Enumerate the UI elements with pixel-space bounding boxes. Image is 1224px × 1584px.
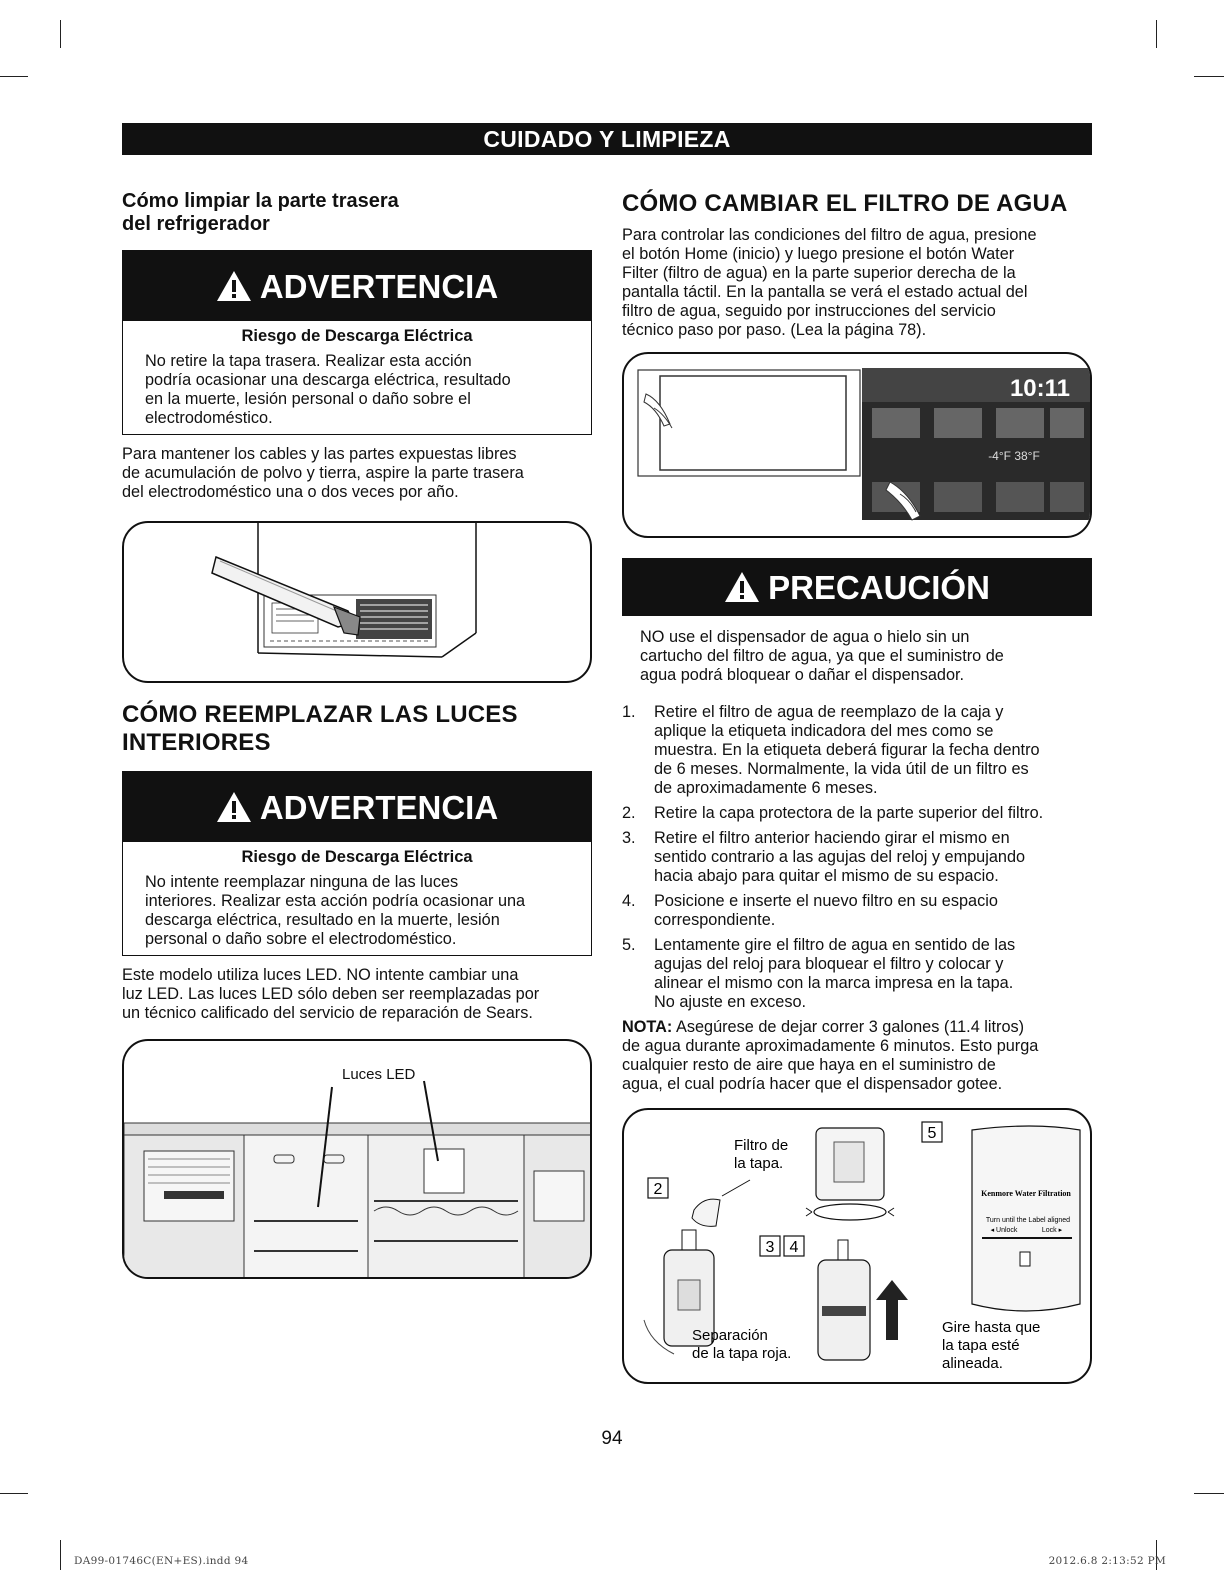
para-line: filtro de agua, seguido por instrucciones del servicio [622, 302, 996, 320]
step-line: aplique la etiqueta indicadora del mes como se [654, 722, 994, 740]
step-item [622, 892, 1092, 930]
touchscreen-illustration [624, 354, 1092, 538]
step-badge-3: 3 [765, 1239, 775, 1256]
note-label: NOTA: [622, 1018, 673, 1036]
para-line: luz LED. Las luces LED sólo deben ser reemplazadas por [122, 985, 540, 1003]
caution-triangle-icon [724, 571, 760, 603]
crop-mark [60, 20, 61, 48]
para-line: del electrodoméstico una o dos veces por año. [122, 483, 459, 501]
lock-label: Lock ▸ [1041, 1227, 1063, 1234]
para-line: un técnico calificado del servicio de reparación de Sears. [122, 1004, 533, 1022]
kenmore-label: Kenmore Water Filtration [981, 1189, 1071, 1198]
warning-line: personal o daño sobre el electrodoméstico. [145, 930, 457, 948]
caution-body [622, 616, 1092, 685]
left-column [122, 190, 592, 1279]
warning-line: No intente reemplazar ninguna de las luces [145, 873, 459, 891]
caution-line: agua podrá bloquear o dañar el dispensador. [640, 666, 965, 684]
warning-line: interiores. Realizar esta acción podría ocasionar una [145, 892, 526, 910]
para-line: el botón Home (inicio) y luego presione el botón Water [622, 245, 1015, 263]
crop-mark [1194, 1493, 1224, 1494]
step-line: alinear el mismo con la marca impresa en la tapa. [654, 974, 1014, 992]
footer-timestamp: 2012.6.8 2:13:52 PM [1048, 1555, 1166, 1567]
water-filter-title: CÓMO CAMBIAR EL FILTRO DE AGUA [622, 190, 1068, 217]
step-line: de aproximadamente 6 meses. [654, 779, 878, 797]
warning-line: No retire la tapa trasera. Realizar esta acción [145, 352, 472, 370]
interior-lights-title [122, 701, 592, 757]
section-banner: CUIDADO Y LIMPIEZA [122, 123, 1092, 155]
caution-line: cartucho del filtro de agua, ya que el suministro de [640, 647, 1004, 665]
caution-bar [622, 558, 1092, 616]
note-line: cualquier resto de aire que haya en el suministro de [622, 1056, 996, 1074]
crop-mark [1194, 76, 1224, 77]
title-line: del refrigerador [122, 213, 270, 235]
step-number: 1. [622, 703, 636, 721]
warning-triangle-icon [216, 791, 252, 823]
filtro-label: la tapa. [734, 1155, 784, 1172]
warning-line: en la muerte, lesión personal o daño sobre el [145, 390, 471, 408]
led-paragraph [122, 966, 592, 1023]
step-badge-2: 2 [653, 1181, 663, 1198]
warning-body [123, 346, 591, 434]
step-item [622, 829, 1092, 886]
note-line: Asegúrese de dejar correr 3 galones (11.4 litros) [672, 1018, 1025, 1036]
para-line: técnico paso por paso. (Lea la página 78). [622, 321, 927, 339]
filter-replacement-illustration [624, 1110, 1092, 1384]
led-label: Luces LED [342, 1066, 416, 1083]
step-line: de 6 meses. Normalmente, la vida útil de un filtro es [654, 760, 1029, 778]
rear-cleaning-paragraph [122, 445, 592, 502]
rear-vacuum-illustration [124, 523, 592, 683]
step-line: agujas del reloj para bloquear el filtro y colocar y [654, 955, 1004, 973]
note-line: de agua durante aproximadamente 6 minutos. Esto purga [622, 1037, 1039, 1055]
caution-box [622, 558, 1092, 685]
step-line: Retire la capa protectora de la parte superior del filtro. [654, 804, 1044, 822]
turn-label: Turn until the Label aligned [985, 1217, 1071, 1224]
step-line: Lentamente gire el filtro de agua en sentido de las [654, 936, 1016, 954]
warning-line: podría ocasionar una descarga eléctrica, resultado [145, 371, 511, 389]
filtro-label: Filtro de [734, 1137, 789, 1154]
step-badge-5: 5 [927, 1125, 937, 1142]
para-line: de acumulación de polvo y tierra, aspire la parte trasera [122, 464, 524, 482]
step-number: 4. [622, 892, 636, 910]
warning-title: ADVERTENCIA [259, 789, 499, 826]
rear-vacuum-figure [122, 521, 592, 683]
step-line: Retire el filtro anterior haciendo girar el mismo en [654, 829, 1010, 847]
crop-mark [0, 76, 28, 77]
note-line: agua, el cual podría hacer que el dispensador gotee. [622, 1075, 1003, 1093]
crop-mark [0, 1493, 28, 1494]
step-number: 5. [622, 936, 636, 954]
step-item [622, 936, 1092, 1012]
step-number: 2. [622, 804, 636, 822]
led-lights-figure [122, 1039, 592, 1279]
para-line: pantalla táctil. En la pantalla se verá el estado actual del [622, 283, 1028, 301]
filter-steps [622, 703, 1092, 1012]
filter-replacement-figure [622, 1108, 1092, 1384]
filter-paragraph [622, 226, 1092, 340]
separacion-label: Separación [692, 1327, 768, 1344]
title-line: INTERIORES [122, 729, 271, 756]
para-line: Para controlar las condiciones del filtro de agua, presione [622, 226, 1037, 244]
title-line: CÓMO REEMPLAZAR LAS LUCES [122, 701, 518, 728]
step-line: sentido contrario a las agujas del reloj y empujando [654, 848, 1026, 866]
clock-readout: 10:11 [1009, 375, 1070, 402]
para-line: Este modelo utiliza luces LED. NO intente cambiar una [122, 966, 519, 984]
page-number: 94 [601, 1428, 623, 1449]
rear-cleaning-title [122, 190, 592, 236]
warning-triangle-icon [216, 270, 252, 302]
unlock-label: ◂ Unlock [990, 1227, 1018, 1234]
warning-box [122, 250, 592, 435]
footer-filename: DA99-01746C(EN+ES).indd 94 [74, 1555, 249, 1567]
step-line: muestra. En la etiqueta deberá figurar la fecha dentro [654, 741, 1040, 759]
warning-risk: Riesgo de Descarga Eléctrica [241, 327, 473, 345]
warning-line: electrodoméstico. [145, 409, 273, 427]
step-number: 3. [622, 829, 636, 847]
touchscreen-figure [622, 352, 1092, 538]
warning-line: descarga eléctrica, resultado en la muerte, lesión [145, 911, 500, 929]
right-column [622, 190, 1092, 1384]
warning-bar [123, 772, 591, 842]
step-item [622, 703, 1092, 798]
caution-line: NO use el dispensador de agua o hielo sin un [640, 628, 970, 646]
step-item [622, 804, 1092, 823]
warning-box [122, 771, 592, 956]
crop-mark [1156, 20, 1157, 48]
title-line: Cómo limpiar la parte trasera [122, 190, 399, 212]
para-line: Filter (filtro de agua) en la parte superior derecha de la [622, 264, 1016, 282]
warning-risk: Riesgo de Descarga Eléctrica [241, 848, 473, 866]
note-paragraph [622, 1018, 1092, 1094]
warning-bar [123, 251, 591, 321]
temperature-readout: -4°F 38°F [988, 449, 1040, 463]
step-line: hacia abajo para quitar el mismo de su espacio. [654, 867, 999, 885]
step-line: correspondiente. [654, 911, 776, 929]
gire-label: alineada. [942, 1355, 1003, 1372]
gire-label: la tapa esté [942, 1337, 1020, 1354]
warning-title: ADVERTENCIA [259, 268, 499, 305]
step-badge-4: 4 [789, 1239, 799, 1256]
warning-body [123, 867, 591, 955]
step-line: No ajuste en exceso. [654, 993, 807, 1011]
gire-label: Gire hasta que [942, 1319, 1041, 1336]
para-line: Para mantener los cables y las partes expuestas libres [122, 445, 517, 463]
step-line: Posicione e inserte el nuevo filtro en su espacio [654, 892, 998, 910]
separacion-label: de la tapa roja. [692, 1345, 792, 1362]
fridge-interior-illustration [124, 1041, 592, 1279]
crop-mark [60, 1540, 61, 1570]
caution-title: PRECAUCIÓN [768, 569, 990, 606]
step-line: Retire el filtro de agua de reemplazo de la caja y [654, 703, 1004, 721]
